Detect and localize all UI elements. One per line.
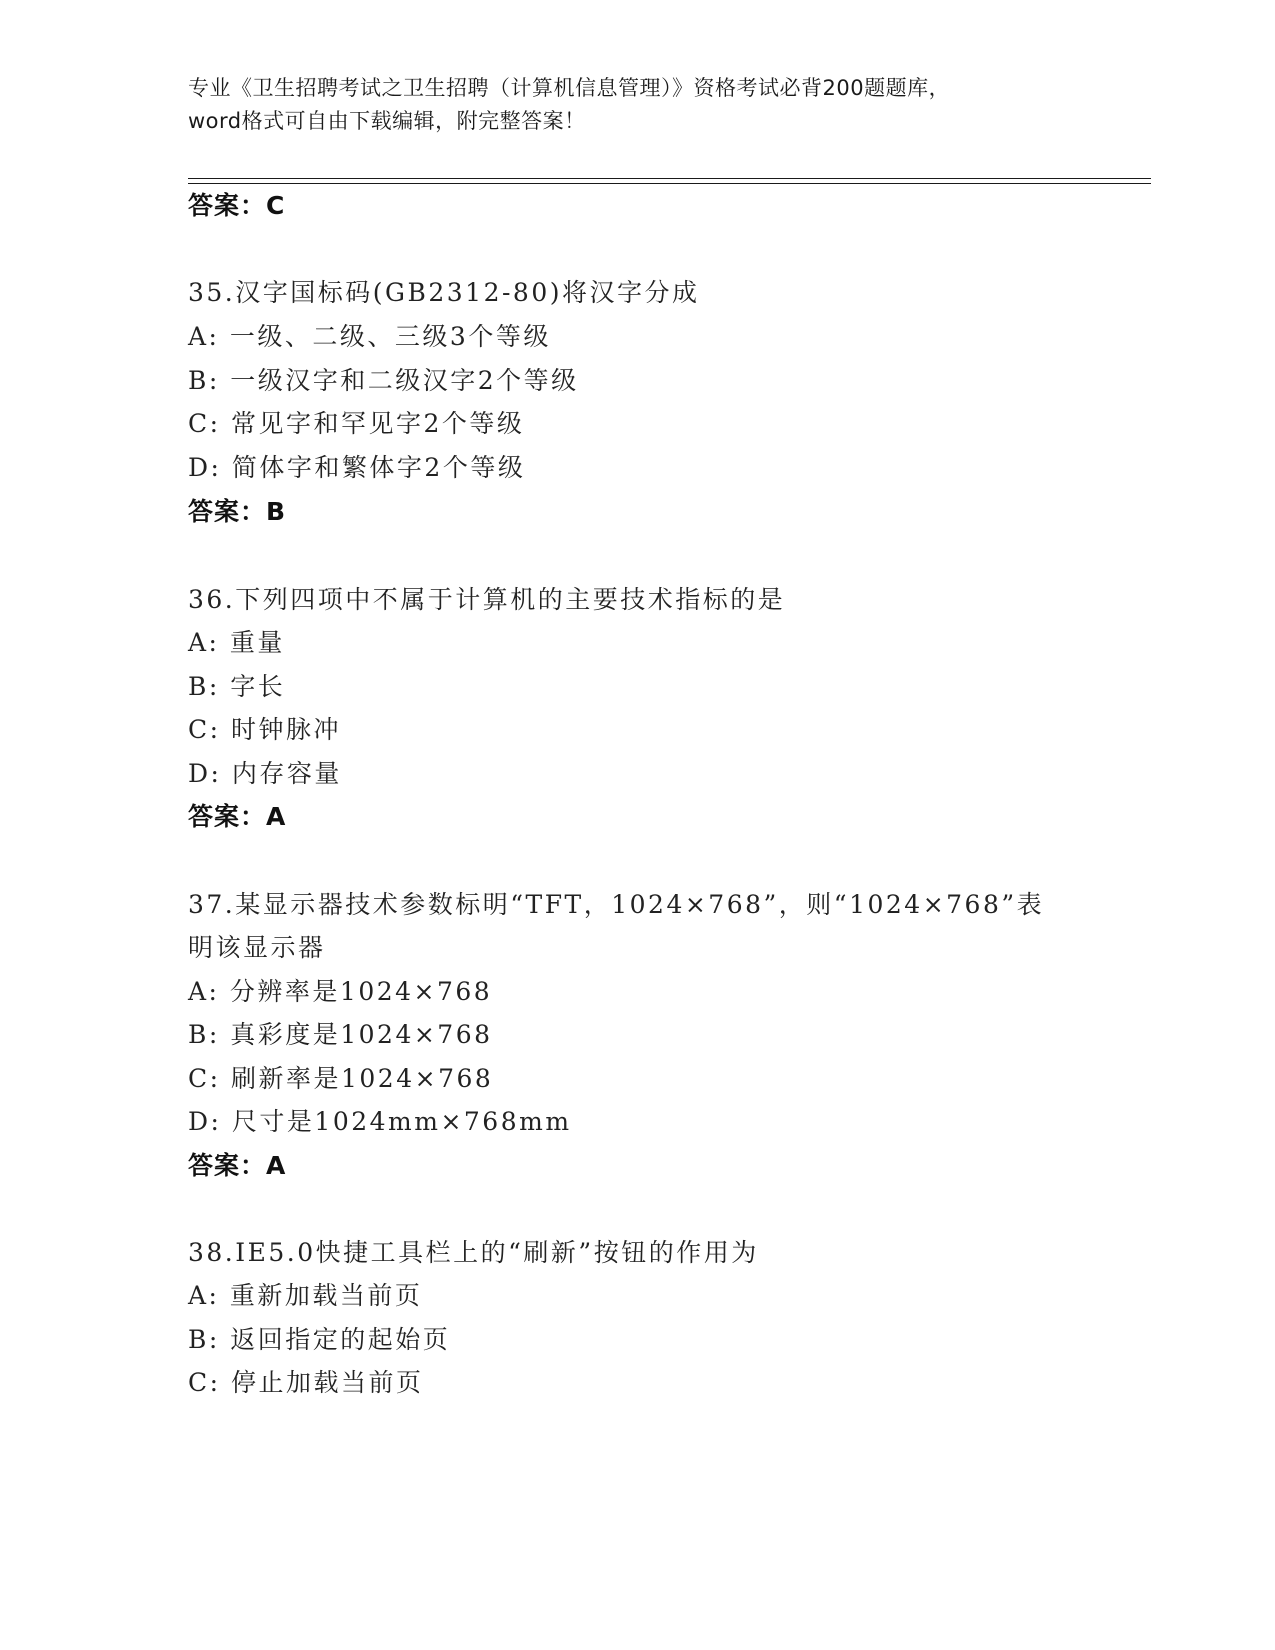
question-38-option-b: B: 返回指定的起始页	[188, 1325, 451, 1354]
question-36-option-a: A: 重量	[188, 628, 285, 657]
question-35-option-c: C: 常见字和罕见字2个等级	[188, 409, 525, 438]
question-35-answer: 答案：B	[188, 497, 287, 526]
question-36-option-c: C: 时钟脉冲	[188, 715, 341, 744]
header-line-1: 专业《卫生招聘考试之卫生招聘（计算机信息管理）》资格考试必背200题题库，	[188, 76, 951, 100]
question-35-option-a: A: 一级、二级、三级3个等级	[188, 322, 551, 351]
question-37-stem-line-2: 明该显示器	[188, 933, 326, 962]
question-37-option-b: B: 真彩度是1024×768	[188, 1020, 493, 1049]
question-37-stem-line-1: 37.某显示器技术参数标明“TFT，1024×768”，则“1024×768”表	[188, 890, 1045, 919]
question-36-answer: 答案：A	[188, 802, 287, 831]
header-rule-bottom	[188, 183, 1151, 184]
question-37-option-c: C: 刷新率是1024×768	[188, 1064, 494, 1093]
question-37-answer: 答案：A	[188, 1151, 287, 1180]
answer-previous: 答案：C	[188, 191, 286, 220]
question-36-option-d: D: 内存容量	[188, 759, 342, 788]
document-header	[188, 72, 1088, 138]
question-35-option-b: B: 一级汉字和二级汉字2个等级	[188, 366, 579, 395]
question-38-stem: 38.IE5.0快捷工具栏上的“刷新”按钮的作用为	[188, 1238, 759, 1267]
question-35-option-d: D: 简体字和繁体字2个等级	[188, 453, 526, 482]
header-line-2: word格式可自由下载编辑，附完整答案！	[188, 109, 586, 133]
question-35-stem: 35.汉字国标码(GB2312-80)将汉字分成	[188, 278, 700, 307]
question-38-option-a: A: 重新加载当前页	[188, 1281, 423, 1310]
question-36-stem: 36.下列四项中不属于计算机的主要技术指标的是	[188, 585, 786, 614]
question-37-option-a: A: 分辨率是1024×768	[188, 977, 493, 1006]
header-rule-top	[188, 178, 1151, 179]
question-37-option-d: D: 尺寸是1024mm×768mm	[188, 1107, 572, 1136]
question-38-option-c: C: 停止加载当前页	[188, 1368, 424, 1397]
question-36-option-b: B: 字长	[188, 672, 286, 701]
